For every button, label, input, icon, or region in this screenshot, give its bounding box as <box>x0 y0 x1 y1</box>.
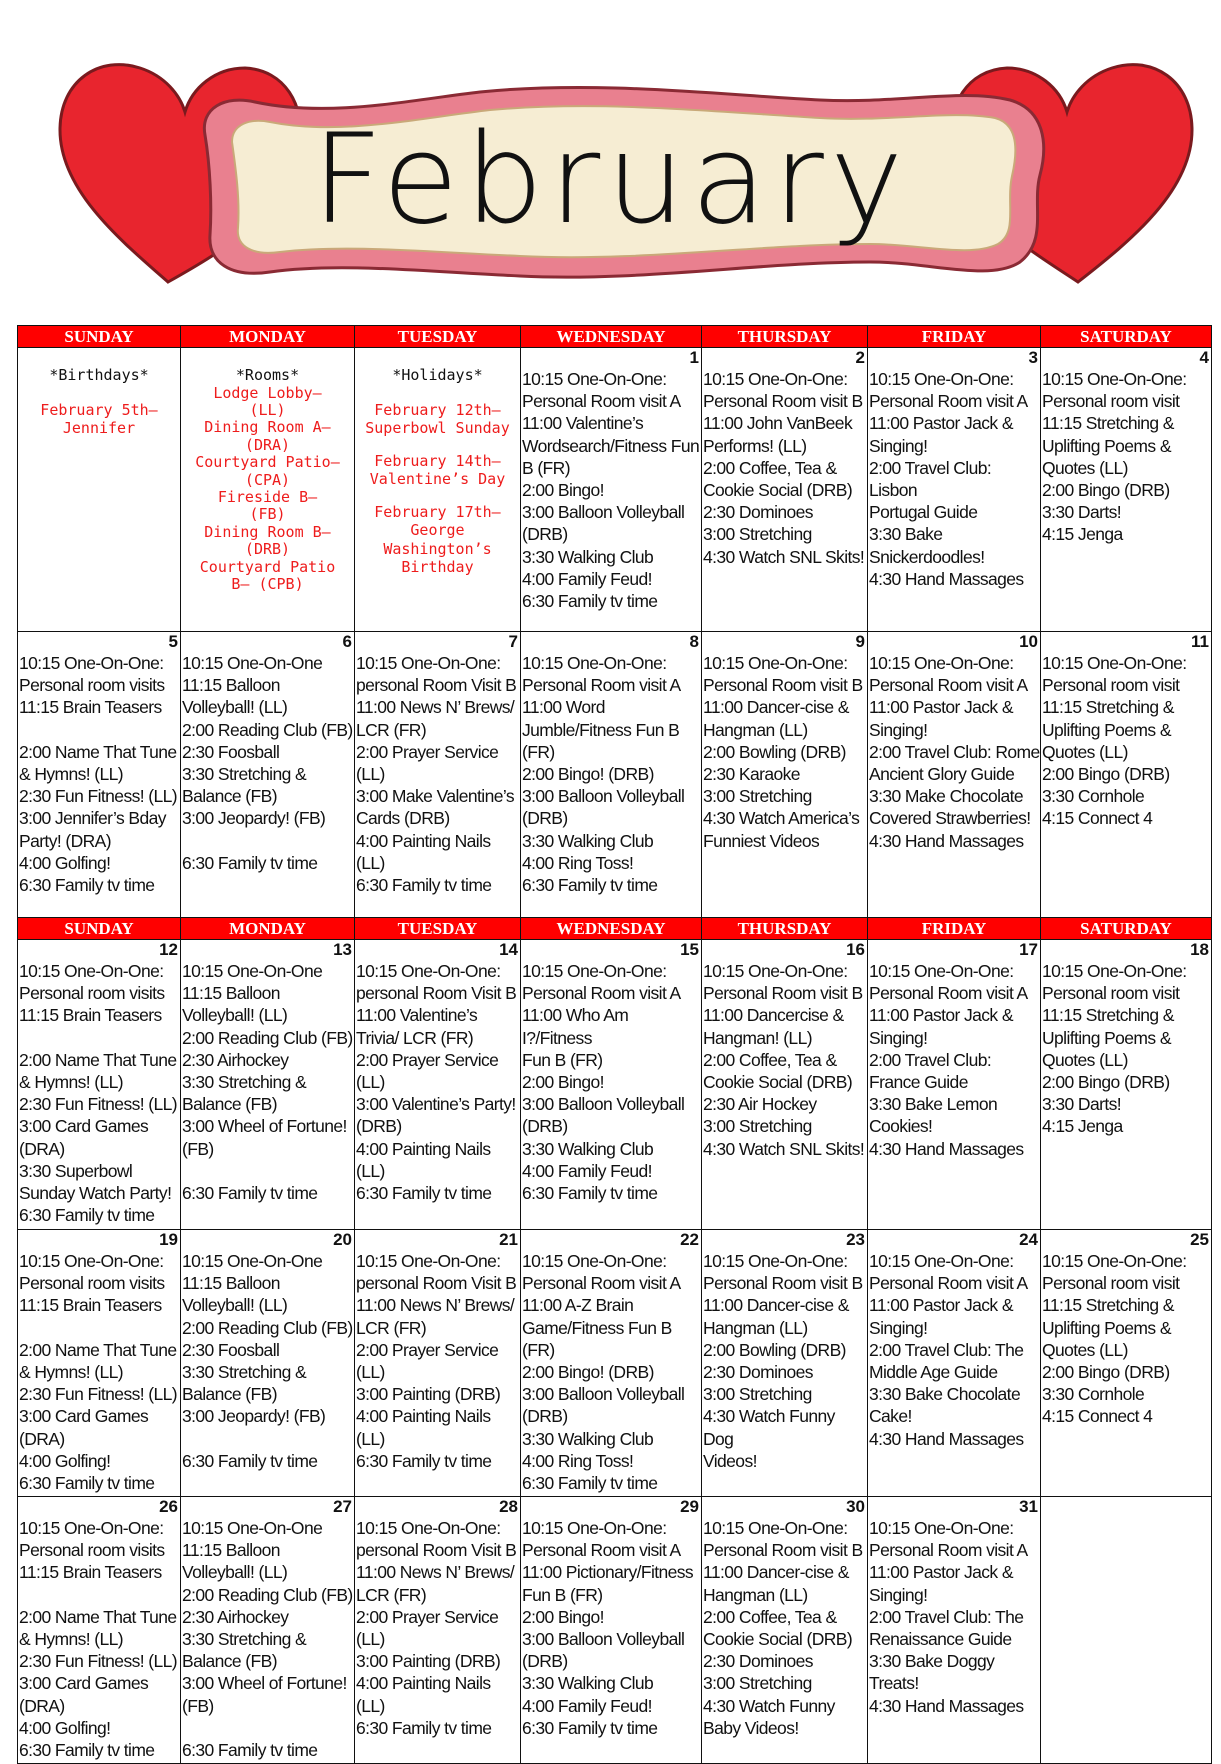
day-events: 10:15 One-On-One: Personal Room visit B 11:00 Dancercise & Hangman! (LL) 2:00 Coffee, Tea & Cookie Social (DRB) 2:30 Air Hockey 3:00 Stretching 4:30 Watch SNL Skits! <box>703 961 865 1159</box>
weekday-header-friday: FRIDAY <box>868 918 1041 940</box>
day-cell <box>181 940 355 1230</box>
weekday-header-monday: MONDAY <box>181 326 355 348</box>
day-number: 8 <box>689 632 699 651</box>
day-number: 23 <box>846 1230 865 1249</box>
holiday-superbowl: February 12th– Superbowl Sunday <box>365 400 510 437</box>
holidays-title: *Holidays* <box>392 366 483 384</box>
day-events: 10:15 One-On-One: Personal Room visit A 11:00 Pastor Jack & Singing! 2:00 Travel Club: Lisbon Portugal Guide 3:30 Bake Snickerdoodles! 4:30 Hand Massages <box>869 369 1028 589</box>
birthdays-cell <box>18 348 181 632</box>
day-number: 30 <box>846 1497 865 1516</box>
day-cell <box>1041 940 1212 1230</box>
birthdays-title: *Birthdays* <box>49 366 149 384</box>
day-cell <box>1041 632 1212 918</box>
day-cell <box>868 940 1041 1230</box>
day-events: 10:15 One-On-One: Personal Room visit A 11:00 Who Am I?/Fitness Fun B (FR) 2:00 Bingo! 3:00 Balloon Volleyball (DRB) 3:30 Walking Club 4:00 Family Feud! 6:30 Family tv time <box>522 961 685 1204</box>
day-events: 10:15 One-On-One: Personal room visits 11:15 Brain Teasers 2:00 Name That Tune & Hymns! (LL) 2:30 Fun Fitness! (LL) 3:00 Card Games (DRA) 4:00 Golfing! 6:30 Family tv time <box>19 1518 177 1761</box>
day-events: 10:15 One-On-One: Personal Room visit B 11:00 John VanBeek Performs! (LL) 2:00 Coffee, Tea & Cookie Social (DRB) 2:30 Dominoes 3:00 Stretching 4:30 Watch SNL Skits! <box>703 369 865 567</box>
weekday-header-thursday: THURSDAY <box>702 326 868 348</box>
day-cell <box>702 632 868 918</box>
weekday-header-monday: MONDAY <box>181 918 355 940</box>
day-cell <box>181 1230 355 1497</box>
day-events: 10:15 One-On-One: Personal Room visit A 11:00 Word Jumble/Fitness Fun B (FR) 2:00 Bingo! (DRB) 3:00 Balloon Volleyball (DRB) 3:30 Walking Club 4:00 Ring Toss! 6:30 Family tv time <box>522 653 685 896</box>
week-row <box>18 348 1212 632</box>
weekday-header-row <box>18 326 1212 348</box>
day-number: 13 <box>333 940 352 959</box>
day-events: 10:15 One-On-One: Personal Room visit A 11:00 Pastor Jack & Singing! 2:00 Travel Club: France Guide 3:30 Bake Lemon Cookies! 4:30 Hand Massages <box>869 961 1028 1159</box>
rooms-title: *Rooms* <box>235 366 300 384</box>
day-cell <box>868 632 1041 918</box>
day-number: 24 <box>1019 1230 1038 1249</box>
weekday-header-thursday: THURSDAY <box>702 918 868 940</box>
day-cell <box>868 1497 1041 1764</box>
week-row <box>18 632 1212 918</box>
day-number: 10 <box>1019 632 1038 651</box>
day-cell <box>521 632 702 918</box>
day-number: 5 <box>168 632 178 651</box>
weekday-header-friday: FRIDAY <box>868 326 1041 348</box>
day-events: 10:15 One-On-One: Personal Room visit A 11:00 Pictionary/Fitness Fun B (FR) 2:00 Bingo! 3:00 Balloon Volleyball (DRB) 3:30 Walking Club 4:00 Family Feud! 6:30 Family tv time <box>522 1518 694 1738</box>
day-cell <box>868 1230 1041 1497</box>
weekday-header-wednesday: WEDNESDAY <box>521 326 702 348</box>
day-events: 10:15 One-On-One 11:15 Balloon Volleyball! (LL) 2:00 Reading Club (FB) 2:30 Foosball 3:30 Stretching & Balance (FB) 3:00 Jeopardy! (FB) 6:30 Family tv time <box>182 653 353 873</box>
day-number: 6 <box>342 632 352 651</box>
weekday-header-saturday: SATURDAY <box>1041 326 1212 348</box>
day-events: 10:15 One-On-One: Personal room visit 11:15 Stretching & Uplifting Poems & Quotes (LL) 2:00 Bingo (DRB) 3:30 Darts! 4:15 Jenga <box>1042 369 1187 545</box>
day-number: 27 <box>333 1497 352 1516</box>
day-cell <box>181 1497 355 1764</box>
day-cell <box>702 348 868 632</box>
rooms-cell <box>181 348 355 632</box>
day-cell <box>18 1230 181 1497</box>
day-events: 10:15 One-On-One: Personal room visit 11:15 Stretching & Uplifting Poems & Quotes (LL) 2:00 Bingo (DRB) 3:30 Cornhole 4:15 Connect 4 <box>1042 653 1187 829</box>
february-banner <box>0 0 1221 310</box>
day-cell <box>355 1230 521 1497</box>
day-cell <box>868 348 1041 632</box>
week-row <box>18 1497 1212 1764</box>
holiday-valentines: February 14th– Valentine’s Day <box>369 451 506 488</box>
day-events: 10:15 One-On-One 11:15 Balloon Volleyball! (LL) 2:00 Reading Club (FB) 2:30 Airhockey 3:30 Stretching & Balance (FB) 3:00 Wheel of Fortune! (FB) 6:30 Family tv time <box>182 961 353 1204</box>
day-number: 20 <box>333 1230 352 1249</box>
day-number: 3 <box>1028 348 1038 367</box>
day-cell <box>355 1497 521 1764</box>
day-events: 10:15 One-On-One: Personal room visits 11:15 Brain Teasers 2:00 Name That Tune & Hymns! (LL) 2:30 Fun Fitness! (LL) 3:00 Card Games (DRA) 4:00 Golfing! 6:30 Family tv time <box>19 1251 177 1494</box>
day-cell <box>18 940 181 1230</box>
day-number: 28 <box>499 1497 518 1516</box>
weekday-header-saturday: SATURDAY <box>1041 918 1212 940</box>
week-row <box>18 1230 1212 1497</box>
day-number: 26 <box>159 1497 178 1516</box>
day-events: 10:15 One-On-One: personal Room Visit B 11:00 Valentine’s Trivia/ LCR (FR) 2:00 Prayer Service (LL) 3:00 Valentine’s Party! (DRB) 4:00 Painting Nails (LL) 6:30 Family tv time <box>356 961 517 1204</box>
week-row <box>18 940 1212 1230</box>
day-cell <box>521 348 702 632</box>
day-cell <box>355 940 521 1230</box>
day-cell <box>18 632 181 918</box>
day-events: 10:15 One-On-One: Personal Room visit A 11:00 Pastor Jack & Singing! 2:00 Travel Club: Rome Ancient Glory Guide 3:30 Make Chocolate Covered Strawberries! 4:30 Hand Massages <box>869 653 1040 851</box>
day-events: 10:15 One-On-One: Personal Room visit B 11:00 Dancer-cise & Hangman (LL) 2:00 Coffee, Tea & Cookie Social (DRB) 2:30 Dominoes 3:00 Stretching 4:30 Watch Funny Baby Videos! <box>703 1518 863 1738</box>
day-number: 4 <box>1199 348 1209 367</box>
weekday-header-sunday: SUNDAY <box>18 326 181 348</box>
day-cell <box>702 1230 868 1497</box>
day-number: 15 <box>680 940 699 959</box>
day-cell <box>521 1230 702 1497</box>
birthdays-list: February 5th– Jennifer <box>40 400 158 437</box>
day-events: 10:15 One-On-One: Personal Room visit A 11:00 Pastor Jack & Singing! 2:00 Travel Club: The Middle Age Guide 3:30 Bake Chocolate Cake! 4:30 Hand Massages <box>869 1251 1028 1449</box>
day-events: 10:15 One-On-One: Personal Room visit B 11:00 Dancer-cise & Hangman (LL) 2:00 Bowling (DRB) 2:30 Dominoes 3:00 Stretching 4:30 Watch Funny Dog Videos! <box>703 1251 863 1471</box>
day-events: 10:15 One-On-One: Personal Room visit B 11:00 Dancer-cise & Hangman (LL) 2:00 Bowling (DRB) 2:30 Karaoke 3:00 Stretching 4:30 Watch America’s Funniest Videos <box>703 653 863 851</box>
day-number: 11 <box>1191 632 1209 651</box>
calendar <box>17 325 1211 1764</box>
weekday-header-wednesday: WEDNESDAY <box>521 918 702 940</box>
holiday-washington: February 17th– George Washington’s Birthday <box>374 502 501 576</box>
rooms-list: Lodge Lobby– (LL) Dining Room A– (DRA) Courtyard Patio– (CPA) Fireside B– (FB) Dining Room B– (DRB) Courtyard Patio B– (CPB) <box>195 383 340 593</box>
weekday-header-tuesday: TUESDAY <box>355 326 521 348</box>
day-events: 10:15 One-On-One: Personal room visit 11:15 Stretching & Uplifting Poems & Quotes (LL) 2:00 Bingo (DRB) 3:30 Darts! 4:15 Jenga <box>1042 961 1187 1137</box>
day-events: 10:15 One-On-One: Personal Room visit A 11:00 Pastor Jack & Singing! 2:00 Travel Club: The Renaissance Guide 3:30 Bake Doggy Treats! 4:30 Hand Massages <box>869 1518 1028 1716</box>
day-events: 10:15 One-On-One: personal Room Visit B 11:00 News N’ Brews/ LCR (FR) 2:00 Prayer Service (LL) 3:00 Painting (DRB) 4:00 Painting Nails (LL) 6:30 Family tv time <box>356 1518 517 1738</box>
day-number: 17 <box>1019 940 1038 959</box>
day-cell <box>1041 1230 1212 1497</box>
month-title: February <box>311 108 910 252</box>
weekday-header-tuesday: TUESDAY <box>355 918 521 940</box>
day-number: 19 <box>159 1230 178 1249</box>
day-events: 10:15 One-On-One 11:15 Balloon Volleyball! (LL) 2:00 Reading Club (FB) 2:30 Airhockey 3:30 Stretching & Balance (FB) 3:00 Wheel of Fortune! (FB) 6:30 Family tv time <box>182 1518 353 1761</box>
day-cell <box>521 940 702 1230</box>
day-events: 10:15 One-On-One: Personal room visits 11:15 Brain Teasers 2:00 Name That Tune & Hymns! (LL) 2:30 Fun Fitness! (LL) 3:00 Jennifer’s Bday Party! (DRA) 4:00 Golfing! 6:30 Family tv time <box>19 653 177 896</box>
day-number: 1 <box>689 348 699 367</box>
day-cell <box>18 1497 181 1764</box>
day-cell <box>702 1497 868 1764</box>
day-number: 12 <box>159 940 178 959</box>
day-number: 31 <box>1019 1497 1038 1516</box>
empty-day-cell <box>1041 1497 1212 1764</box>
day-events: 10:15 One-On-One: Personal room visit 11:15 Stretching & Uplifting Poems & Quotes (LL) 2:00 Bingo (DRB) 3:30 Cornhole 4:15 Connect 4 <box>1042 1251 1187 1427</box>
day-events: 10:15 One-On-One 11:15 Balloon Volleyball! (LL) 2:00 Reading Club (FB) 2:30 Foosball 3:30 Stretching & Balance (FB) 3:00 Jeopardy! (FB) 6:30 Family tv time <box>182 1251 353 1471</box>
day-number: 18 <box>1190 940 1209 959</box>
day-cell <box>181 632 355 918</box>
weekday-header-sunday: SUNDAY <box>18 918 181 940</box>
day-number: 25 <box>1190 1230 1209 1249</box>
day-number: 29 <box>680 1497 699 1516</box>
day-cell <box>355 632 521 918</box>
day-number: 2 <box>855 348 865 367</box>
day-events: 10:15 One-On-One: Personal room visits 11:15 Brain Teasers 2:00 Name That Tune & Hymns! (LL) 2:30 Fun Fitness! (LL) 3:00 Card Games (DRA) 3:30 Superbowl Sunday Watch Party! 6:30 Family tv time <box>19 961 177 1226</box>
day-cell <box>702 940 868 1230</box>
day-number: 16 <box>846 940 865 959</box>
weekday-header-row <box>18 918 1212 940</box>
day-cell <box>1041 348 1212 632</box>
day-events: 10:15 One-On-One: Personal Room visit A 11:00 A-Z Brain Game/Fitness Fun B (FR) 2:00 Bingo! (DRB) 3:00 Balloon Volleyball (DRB) 3:30 Walking Club 4:00 Ring Toss! 6:30 Family tv time <box>522 1251 685 1494</box>
day-number: 14 <box>499 940 518 959</box>
calendar-grid <box>17 325 1212 1764</box>
day-events: 10:15 One-On-One: personal Room Visit B 11:00 News N’ Brews/ LCR (FR) 2:00 Prayer Service (LL) 3:00 Painting (DRB) 4:00 Painting Nails (LL) 6:30 Family tv time <box>356 1251 517 1471</box>
day-number: 22 <box>680 1230 699 1249</box>
day-number: 9 <box>855 632 865 651</box>
holidays-cell <box>355 348 521 632</box>
day-events: 10:15 One-On-One: personal Room Visit B 11:00 News N’ Brews/ LCR (FR) 2:00 Prayer Service (LL) 3:00 Make Valentine’s Cards (DRB) 4:00 Painting Nails (LL) 6:30 Family tv time <box>356 653 517 896</box>
day-number: 21 <box>499 1230 518 1249</box>
day-cell <box>521 1497 702 1764</box>
day-number: 7 <box>508 632 518 651</box>
day-events: 10:15 One-On-One: Personal Room visit A 11:00 Valentine’s Wordsearch/Fitness Fun B (FR) 2:00 Bingo! 3:00 Balloon Volleyball (DRB) 3:30 Walking Club 4:00 Family Feud! 6:30 Family tv time <box>522 369 700 612</box>
